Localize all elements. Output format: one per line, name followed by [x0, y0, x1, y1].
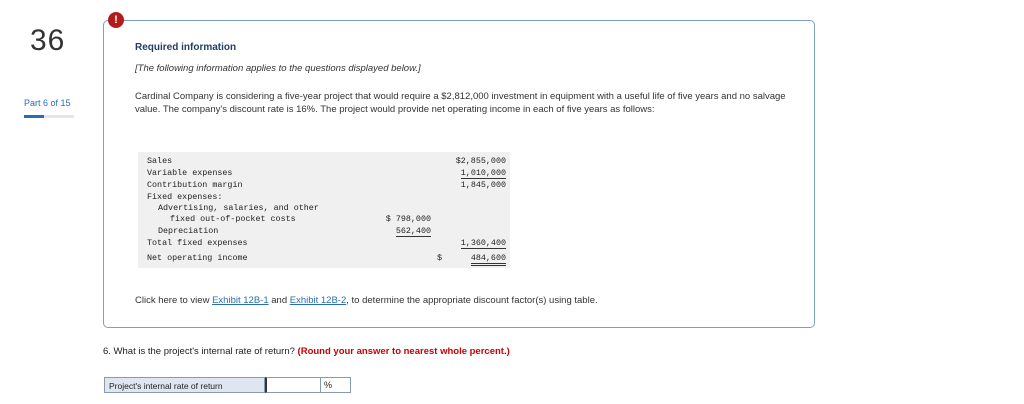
exhibit-12b-2-link[interactable]: Exhibit 12B-2: [289, 295, 347, 306]
contribution-margin-value: 1,845,000: [460, 180, 506, 190]
total-fixed-expenses-value: 1,360,400: [460, 238, 506, 248]
advertising-label-line1: Advertising, salaries, and other: [158, 203, 319, 213]
depreciation-label: Depreciation: [158, 226, 219, 236]
total-fixed-expenses-label: Total fixed expenses: [147, 238, 248, 248]
exhibit-prefix: Click here to view: [135, 295, 213, 306]
required-information-note: [The following information applies to the questions displayed below.]: [135, 63, 421, 74]
net-operating-income-dollar: $: [436, 253, 442, 263]
advertising-value: $ 798,000: [385, 214, 431, 224]
fixed-expenses-label: Fixed expenses:: [147, 192, 223, 202]
variable-expenses-label: Variable expenses: [147, 168, 233, 178]
contribution-margin-label: Contribution margin: [147, 180, 243, 190]
alert-icon: !: [108, 12, 124, 28]
part-progress-fill: [24, 115, 44, 118]
irr-answer-unit: %: [321, 377, 351, 393]
question-instruction: (Round your answer to nearest whole percent.): [297, 346, 510, 357]
net-operating-income-label: Net operating income: [147, 253, 248, 263]
exhibit-suffix: , to determine the appropriate discount factor(s) using table.: [346, 295, 598, 306]
required-information-title: Required information: [135, 42, 237, 53]
variable-expenses-value: 1,010,000: [460, 168, 506, 178]
depreciation-value: 562,400: [395, 226, 431, 236]
advertising-label-line2: fixed out-of-pocket costs: [170, 214, 296, 224]
irr-answer-label: Project's internal rate of return: [104, 377, 265, 393]
question-number: 36: [30, 24, 66, 57]
question-prompt: [103, 346, 510, 357]
sales-value: $2,855,000: [455, 156, 506, 166]
sales-label: Sales: [147, 156, 173, 166]
exhibit-and: and: [268, 295, 290, 306]
exhibit-instruction: [135, 295, 598, 306]
net-operating-income-value: 484,600: [471, 253, 506, 266]
part-progress-bar: [24, 115, 74, 118]
exhibit-12b-1-link[interactable]: Exhibit 12B-1: [212, 295, 269, 306]
irr-answer-input[interactable]: [265, 377, 321, 393]
scenario-text: Cardinal Company is considering a five-year project that would require a $2,812,000 investment in equipment with a useful life of five years and no salvage value. The company's discount rate is 16%. The project would provide net operating income in each of five years as follows:: [135, 91, 786, 115]
question-text: 6. What is the project's internal rate of return?: [103, 346, 298, 357]
income-statement-table: [138, 152, 510, 268]
part-indicator[interactable]: Part 6 of 15: [24, 98, 71, 108]
